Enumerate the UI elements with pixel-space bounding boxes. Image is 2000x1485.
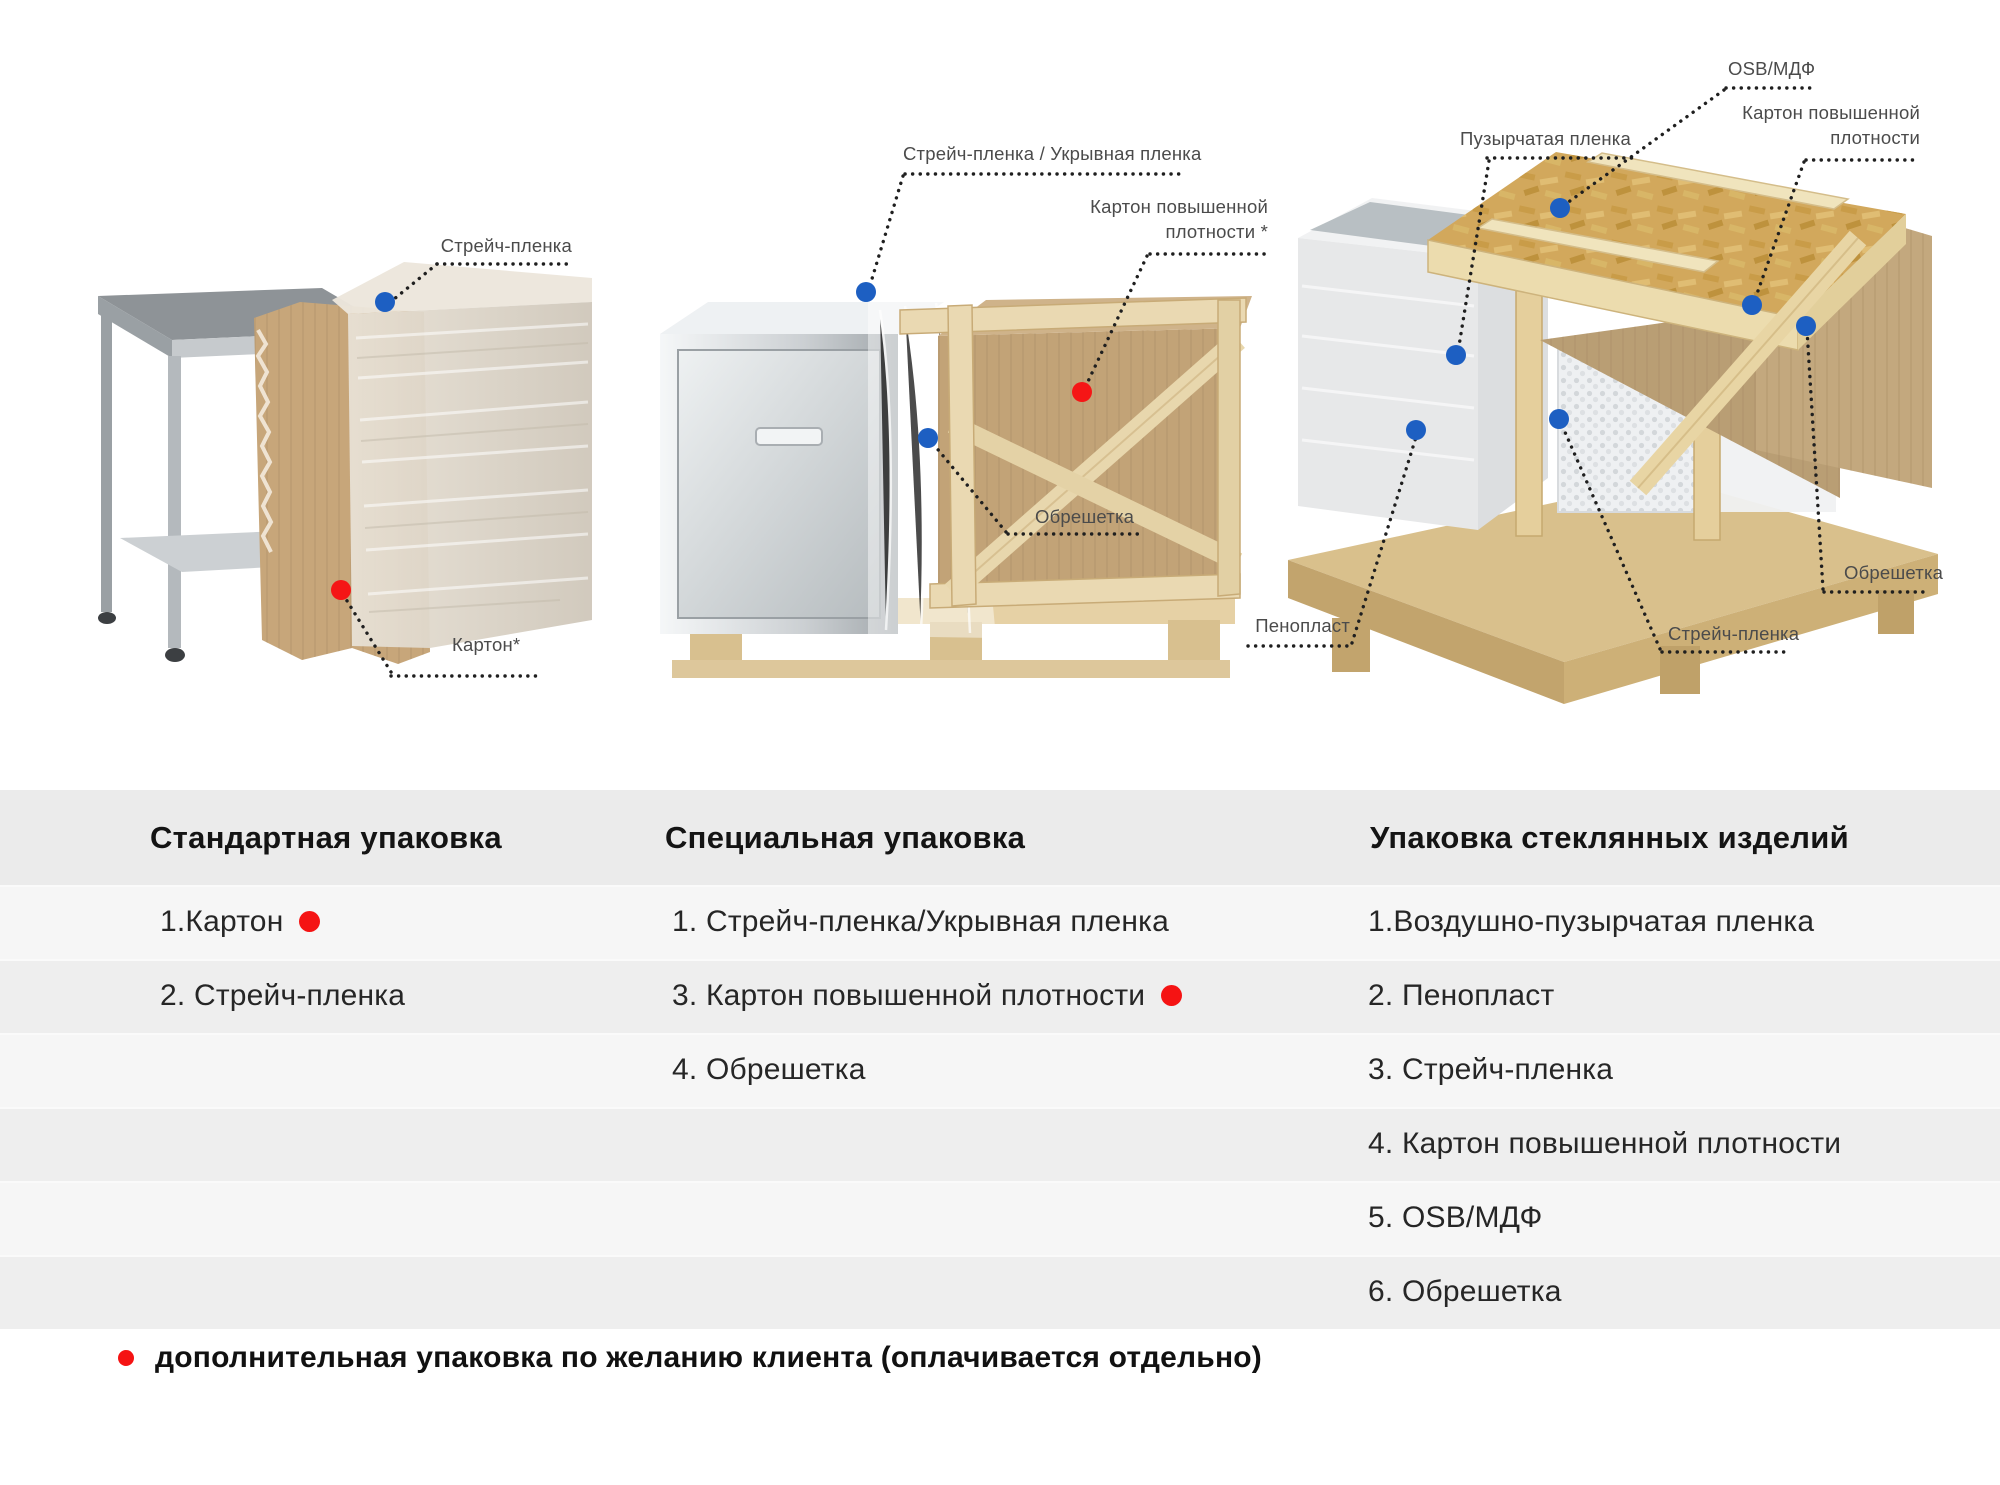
callout-stretch-film-glass: Стрейч-пленка bbox=[1668, 623, 1800, 644]
table-row-band bbox=[0, 1255, 2000, 1329]
callout-dense-cardboard-glass: Картон повышенной плотности bbox=[1742, 102, 1920, 148]
column-header-standard: Стандартная упаковка bbox=[150, 820, 502, 855]
table-cell bbox=[1368, 959, 1554, 1033]
cell-text: 1.Картон bbox=[160, 905, 284, 938]
table-cell bbox=[160, 885, 320, 959]
callout-bubble-film-glass: Пузырчатая пленка bbox=[1460, 128, 1631, 149]
photo-glass-packaging bbox=[1288, 152, 1938, 704]
table-cell bbox=[1368, 885, 1814, 959]
column-header-special: Специальная упаковка bbox=[665, 820, 1026, 855]
cell-text: 3. Стрейч-пленка bbox=[1368, 1053, 1614, 1086]
callout-stretch-film-special: Стрейч-пленка / Укрывная пленка bbox=[903, 143, 1202, 164]
callout-crate-special: Обрешетка bbox=[1035, 506, 1135, 527]
callout-crate-glass: Обрешетка bbox=[1844, 562, 1944, 583]
table-row-band bbox=[0, 1181, 2000, 1255]
cell-text: 6. Обрешетка bbox=[1368, 1275, 1562, 1308]
cell-text: 1. Стрейч-пленка/Укрывная пленка bbox=[672, 905, 1170, 938]
table-cell bbox=[672, 885, 1169, 959]
cell-text: 1.Воздушно-пузырчатая пленка bbox=[1368, 905, 1815, 938]
paid-extra-dot bbox=[299, 911, 320, 932]
table-row-band bbox=[0, 1033, 2000, 1107]
column-header-glass: Упаковка стеклянных изделий bbox=[1370, 820, 1849, 855]
cell-text: 4. Картон повышенной плотности bbox=[1368, 1127, 1842, 1160]
cell-text: 4. Обрешетка bbox=[672, 1053, 866, 1086]
photo-special-packaging bbox=[660, 296, 1252, 678]
table-cell bbox=[672, 959, 1182, 1033]
legend-note: дополнительная упаковка по желанию клиента (оплачивается отдельно) bbox=[155, 1341, 1262, 1374]
cell-text: 2. Стрейч-пленка bbox=[160, 979, 406, 1012]
photo-standard-packaging bbox=[98, 262, 592, 664]
table-cell bbox=[1368, 1255, 1562, 1329]
callout-foam-glass: Пенопласт bbox=[1255, 615, 1350, 636]
table-cell bbox=[1368, 1033, 1613, 1107]
cell-text: 2. Пенопласт bbox=[1368, 979, 1555, 1012]
cell-text: 3. Картон повышенной плотности bbox=[672, 979, 1146, 1012]
paid-extra-dot bbox=[1161, 985, 1182, 1006]
table-cell bbox=[1368, 1181, 1543, 1255]
callout-dense-cardboard-special: Картон повышенной плотности * bbox=[1090, 196, 1268, 242]
cell-text: 5. OSB/МДФ bbox=[1368, 1201, 1543, 1234]
callout-stretch-film-standard: Стрейч-пленка bbox=[440, 235, 572, 256]
callout-osb-glass: OSB/МДФ bbox=[1728, 58, 1816, 79]
table-cell bbox=[160, 959, 405, 1033]
table-cell bbox=[672, 1033, 866, 1107]
callout-cardboard-standard: Картон* bbox=[452, 634, 521, 655]
table-cell bbox=[1368, 1107, 1841, 1181]
legend-red-dot bbox=[118, 1350, 134, 1366]
